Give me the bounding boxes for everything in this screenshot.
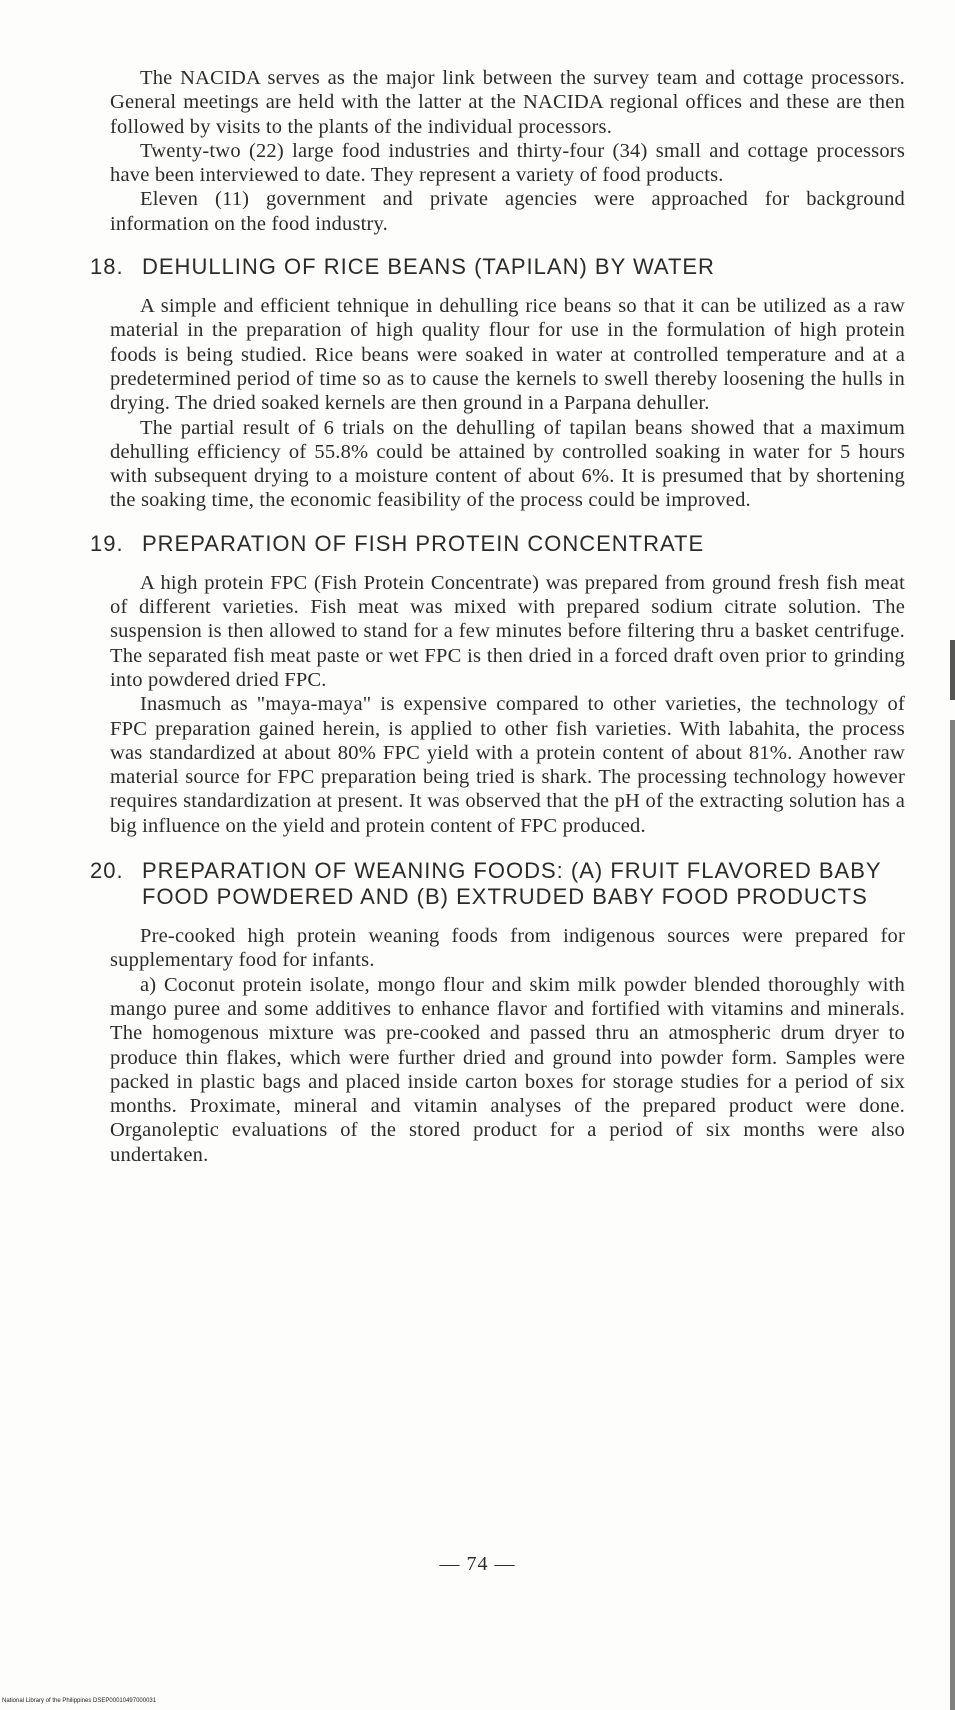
scan-footer: National Library of the Philippines DSEP00010497000031 (2, 1698, 157, 1704)
page-number: — 74 — (439, 1553, 516, 1575)
section-18-heading (90, 254, 905, 280)
section-20-number: 20. (90, 858, 124, 884)
section-18-title: DEHULLING OF RICE BEANS (TAPILAN) BY WATER (142, 254, 715, 280)
section-20-title: PREPARATION OF WEANING FOODS: (A) FRUIT FLAVORED BABY FOOD POWDERED AND (B) EXTRUDED BABY FOOD PRODUCTS (142, 858, 882, 910)
section-19-paragraph-2: Inasmuch as "maya-maya" is expensive compared to other varieties, the technology of FPC preparation gained herein, is applied to other fish varieties. With labahita, the process was standardized at about 80% FPC yield with a protein content of about 81%. Another raw material source for FPC preparation being tried is shark. The processing technology however requires standardization at present. It was observed that the pH of the extracting solution has a big influence on the yield and protein content of FPC produced. (110, 693, 905, 837)
section-19-paragraph-1: A high protein FPC (Fish Protein Concentrate) was prepared from ground fresh fish meat of different varieties. Fish meat was mixed with prepared sodium citrate solution. The suspension is then allowed to stand for a few minutes before filtering thru a basket centrifuge. The separated fish meat paste or wet FPC is then dried in a forced draft oven prior to grinding into powdered dried FPC. (110, 571, 905, 691)
intro-paragraph-1: The NACIDA serves as the major link between the survey team and cottage processors. General meetings are held with the latter at the NACIDA regional offices and these are then followed by visits to the plants of the individual processors. (110, 67, 905, 138)
section-20-heading (90, 858, 905, 910)
intro-paragraph-3: Eleven (11) government and private agencies were approached for background information on the food industry. (110, 188, 905, 235)
section-20-paragraph-1: Pre-cooked high protein weaning foods from indigenous sources were prepared for supplementary food for infants. (110, 925, 905, 972)
scan-edge-shadow (950, 640, 955, 700)
page-body (90, 66, 905, 1167)
intro-paragraph-2: Twenty-two (22) large food industries and thirty-four (34) small and cottage processors have been interviewed to date. They represent a variety of food products. (110, 139, 905, 187)
section-20-paragraph-2: a) Coconut protein isolate, mongo flour and skim milk powder blended thoroughly with mango puree and some additives to enhance flavor and fortified with vitamins and minerals. The homogenous mixture was pre-cooked and passed thru an atmospheric drum dryer to produce thin flakes, which were further dried and ground into powder form. Samples were packed in plastic bags and placed inside carton boxes for storage studies for a period of six months. Proximate, mineral and vitamin analyses of the prepared product were done. Organoleptic evaluations of the stored product for a period of six months were also undertaken. (110, 973, 905, 1166)
section-19-number: 19. (90, 530, 124, 556)
scan-edge-shadow (950, 720, 955, 1710)
section-19-heading (90, 531, 905, 557)
section-18-number: 18. (90, 254, 124, 280)
section-18-paragraph-1: A simple and efficient tehnique in dehulling rice beans so that it can be utilized as a raw material in the preparation of high quality flour for use in the formulation of high protein foods is being studied. Rice beans were soaked in water at controlled temperature and at a predetermined period of time so as to cause the kernels to swell thereby loosening the hulls in drying. The dried soaked kernels are then ground in a Parpana dehuller. (110, 295, 905, 415)
section-19-title: PREPARATION OF FISH PROTEIN CONCENTRATE (142, 530, 705, 556)
section-18-paragraph-2: The partial result of 6 trials on the dehulling of tapilan beans showed that a maximum dehulling efficiency of 55.8% could be attained by controlled soaking in water for 5 hours with subsequent drying to a moisture content of about 6%. It is presumed that by shortening the soaking time, the economic feasibility of the process could be improved. (110, 416, 905, 512)
